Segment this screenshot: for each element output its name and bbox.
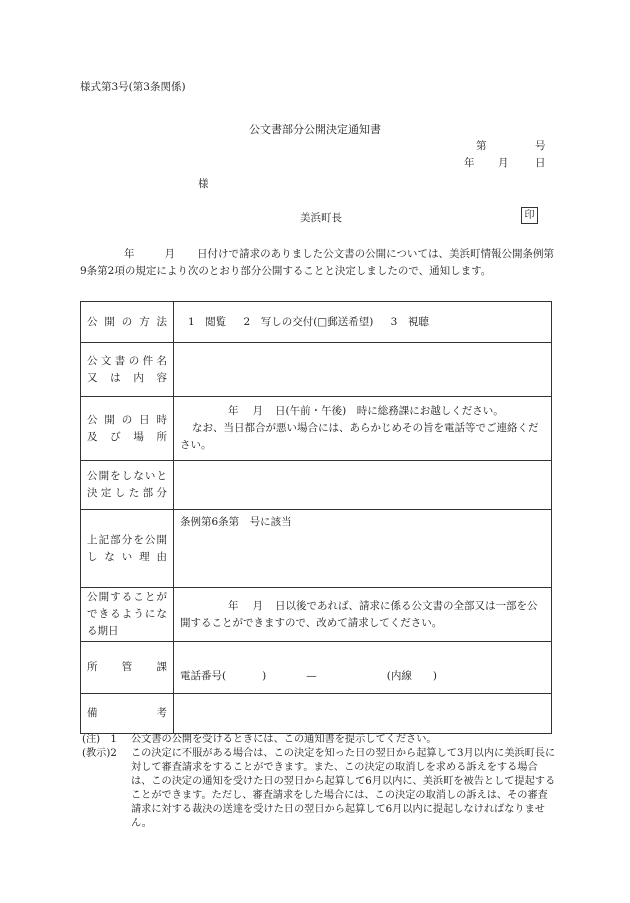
label-subject: 公文書の件名 又は内容 — [81, 343, 174, 397]
note-item: (注) 1 公文書の公開を受けるときには、この通知書を提示してください。 — [82, 734, 437, 745]
label-datetime: 公開の日時 及び場所 — [81, 397, 174, 461]
subject-value — [174, 343, 552, 397]
number-suffix: 号 — [535, 140, 546, 152]
method-option-view: 1 閲覧 — [188, 315, 227, 328]
teaching-item: (教示)2 この決定に不服がある場合は、この決定を知った日の翌日から起算して3月以内に美浜町長に対して審査請求をすることができます。また、この決定の取消しを求める訴えをする場合は、この決定の通知を受けた日の翌日から起算して6月以内に、美浜町を被告として提起することができます。ただし、審査請求をした場合には、この決定の取消しの訴えは、その審査請求に対する裁決の送達を受けた日の翌日から起算して6月以内に提起しなければなりません。 — [82, 748, 556, 829]
issuer-name: 美浜町長 — [300, 212, 342, 224]
reason-value: 条例第6条第 号に該当 — [174, 510, 552, 588]
notes-section — [82, 733, 557, 831]
row-reason — [81, 510, 552, 588]
label-undisclosed: 公開をしないと 決定した部分 — [81, 461, 174, 510]
phone-label: 電話番号( — [180, 670, 227, 682]
form-id: 様式第3号(第3条関係) — [80, 81, 186, 93]
document-title: 公文書部分公開決定通知書 — [249, 123, 381, 136]
date-day-label: 日 — [535, 157, 546, 169]
extension-label: (内線 ) — [386, 670, 437, 682]
row-undisclosed — [81, 461, 552, 510]
intro-month: 月 — [164, 248, 176, 260]
intro-year: 年 — [124, 248, 135, 260]
date-year-label: 年 — [464, 157, 475, 169]
number-label: 第 — [476, 140, 487, 152]
label-reason: 上記部分を公開 しない理由 — [81, 510, 174, 588]
row-method — [81, 302, 552, 343]
decision-table — [80, 301, 552, 734]
seal-mark: 印 — [521, 207, 538, 224]
method-option-listen: 3 視聴 — [390, 315, 429, 328]
department-value: 電話番号( ) — (内線 ) — [174, 642, 552, 694]
row-datetime — [81, 397, 552, 461]
label-future: 公開することが できるようにな る期日 — [81, 588, 174, 642]
addressee-suffix: 様 — [198, 178, 209, 190]
row-subject — [81, 343, 552, 397]
date-month-label: 月 — [498, 157, 509, 169]
label-department: 所管課 — [81, 642, 174, 694]
row-department — [81, 642, 552, 694]
intro-paragraph — [80, 246, 554, 280]
undisclosed-value — [174, 461, 552, 510]
future-value: 年 月 日以後であれば、請求に係る公文書の全部又は一部を公開することができますので、改めて請求してください。 — [174, 588, 552, 642]
row-future — [81, 588, 552, 642]
datetime-value: 年 月 日(午前・午後) 時に総務課にお越しください。 なお、当日都合が悪い場合には、あらかじめその旨を電話等でご連絡ください。 — [174, 397, 552, 461]
label-remarks: 備考 — [81, 694, 174, 734]
label-method: 公開の方法 — [81, 302, 174, 343]
method-options — [174, 302, 552, 343]
intro-text: 日付けで請求のありました公文書の公開については、美浜町情報公開条例第9条第2項の規定により次のとおり部分公開することと決定しましたので、通知します。 — [80, 248, 555, 277]
remarks-value — [174, 694, 552, 734]
method-option-copy: 2 写しの交付(□郵送希望) — [243, 315, 374, 328]
row-remarks — [81, 694, 552, 734]
